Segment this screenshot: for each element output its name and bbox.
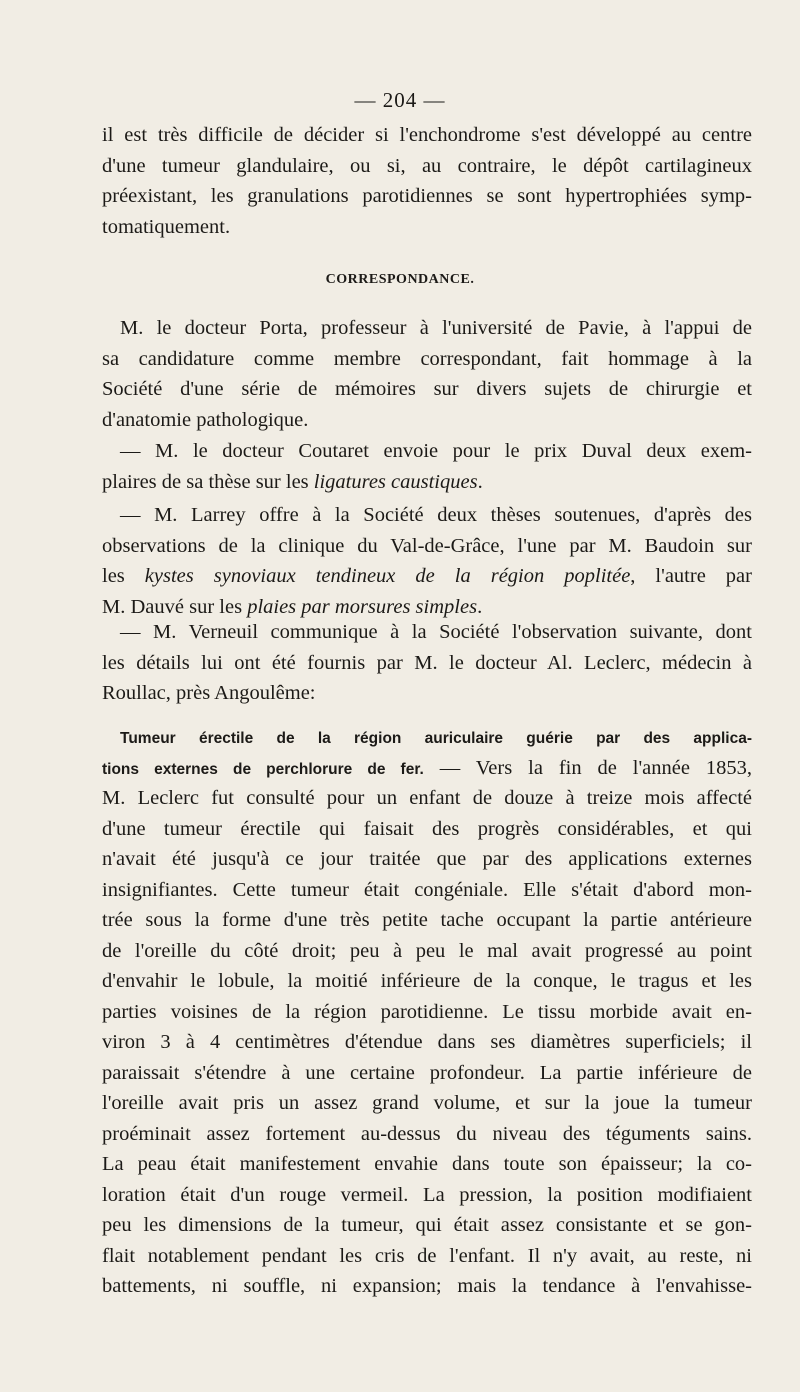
text-run: , l'autre par bbox=[630, 565, 752, 587]
text-run: les bbox=[102, 565, 145, 587]
observation-title: Tumeur érectile de la région auriculaire guérie par des applica- bbox=[120, 730, 752, 747]
text-line: sa candidature comme membre correspondant, fait hommage à la bbox=[102, 347, 752, 370]
text-line: paraissait s'étendre à une certaine profondeur. La partie inférieure de bbox=[102, 1061, 752, 1084]
text-line: d'une tumeur glandulaire, ou si, au contraire, le dépôt cartilagineux bbox=[102, 154, 752, 177]
text-line bbox=[102, 467, 752, 498]
paragraph-porta bbox=[102, 313, 752, 435]
text-line: flait notablement pendant les cris de l'enfant. Il n'y avait, au reste, ni bbox=[102, 1244, 752, 1267]
text-line: peu les dimensions de la tumeur, qui était assez consistante et se gon- bbox=[102, 1214, 752, 1236]
text-line: viron 3 à 4 centimètres d'étendue dans ses diamètres superficiels; il bbox=[102, 1031, 752, 1053]
text-line: Société d'une série de mémoires sur divers sujets de chirurgie et bbox=[102, 378, 752, 400]
text-line: La peau était manifestement envahie dans toute son épaisseur; la co- bbox=[102, 1153, 752, 1175]
text-line: il est très difficile de décider si l'enchondrome s'est développé au centre bbox=[102, 124, 752, 146]
text-line: — M. le docteur Coutaret envoie pour le prix Duval deux exem- bbox=[120, 440, 752, 462]
paragraph-observation bbox=[102, 722, 752, 1302]
text-line: loration était d'un rouge vermeil. La pression, la position modifiaient bbox=[102, 1183, 752, 1206]
text-run: . bbox=[477, 470, 483, 493]
page-number: — 204 — bbox=[354, 88, 446, 112]
text-line: insignifiantes. Cette tumeur était congéniale. Elle s'était d'abord mon- bbox=[102, 878, 752, 901]
paragraph-verneuil bbox=[102, 617, 752, 709]
italic-title: kystes synoviaux tendineux de la région poplitée bbox=[144, 565, 631, 587]
text-line: de l'oreille du côté droit; peu à peu le mal avait progressé au point bbox=[102, 939, 752, 962]
text-run: — Vers la fin de l'année 1853, bbox=[423, 756, 752, 779]
paragraph-larrey bbox=[102, 500, 752, 622]
section-heading: CORRESPONDANCE. bbox=[325, 272, 475, 287]
text-line: d'une tumeur érectile qui faisait des progrès considérables, et qui bbox=[102, 817, 752, 840]
text-line: — M. Verneuil communique à la Société l'observation suivante, dont bbox=[120, 621, 752, 643]
text-run: . bbox=[477, 595, 483, 618]
text-line bbox=[102, 753, 752, 784]
text-run: M. Dauvé sur les bbox=[102, 595, 248, 618]
text-line: Roullac, près Angoulême: bbox=[102, 682, 316, 704]
text-line: d'anatomie pathologique. bbox=[102, 408, 309, 431]
italic-title: plaies par morsures simples bbox=[247, 595, 478, 618]
observation-title: tions externes de perchlorure de fer. bbox=[102, 760, 424, 778]
text-line: M. Leclerc fut consulté pour un enfant de douze à treize mois affecté bbox=[102, 787, 752, 809]
text-line: tomatiquement. bbox=[102, 215, 231, 238]
text-line bbox=[102, 561, 752, 592]
text-line: — M. Larrey offre à la Société deux thèses soutenues, d'après des bbox=[120, 504, 752, 526]
text-line: trée sous la forme d'une très petite tache occupant la partie antérieure bbox=[102, 909, 752, 931]
text-line: les détails lui ont été fournis par M. le docteur Al. Leclerc, médecin à bbox=[102, 651, 752, 674]
italic-title: ligatures caustiques bbox=[313, 470, 478, 493]
text-line: d'envahir le lobule, la moitié inférieure de la conque, le tragus et les bbox=[102, 970, 752, 992]
text-line: n'avait été jusqu'à ce jour traitée que par des applications externes bbox=[102, 848, 752, 870]
text-run: plaires de sa thèse sur les bbox=[102, 470, 314, 493]
text-line: préexistant, les granulations parotidiennes se sont hypertrophiées symp- bbox=[102, 185, 752, 207]
paragraph-continuation bbox=[102, 120, 752, 242]
text-line: battements, ni souffle, ni expansion; mais la tendance à l'envahisse- bbox=[102, 1275, 752, 1297]
text-line: M. le docteur Porta, professeur à l'université de Pavie, à l'appui de bbox=[120, 317, 752, 339]
text-line: l'oreille avait pris un assez grand volume, et sur la joue la tumeur bbox=[102, 1092, 752, 1114]
text-line: proéminait assez fortement au-dessus du niveau des téguments sains. bbox=[102, 1122, 752, 1145]
paragraph-coutaret bbox=[102, 436, 752, 497]
text-line bbox=[102, 722, 752, 753]
text-line: observations de la clinique du Val-de-Grâce, l'une par M. Baudoin sur bbox=[102, 534, 752, 557]
text-line: parties voisines de la région parotidienne. Le tissu morbide avait en- bbox=[102, 1000, 752, 1023]
